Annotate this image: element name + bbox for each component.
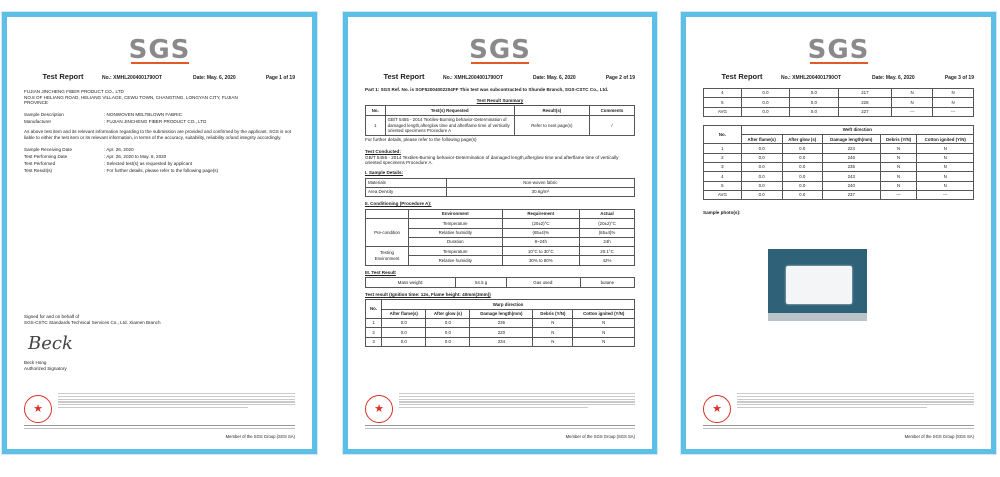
table-cell: 0.0: [741, 172, 782, 181]
signed-line: SGS-CSTC Standards Technical Services Co., Ltd. Xiamen Branch: [24, 319, 161, 325]
signatory-name: Beck Hong: [24, 359, 47, 365]
member-note: Member of the SGS Group (SGS SA): [225, 434, 295, 439]
table-header: Cotton ignited (Y/N): [573, 309, 635, 318]
summary-table: [365, 105, 635, 136]
page-footer: [365, 391, 635, 439]
table-cell: 237: [822, 190, 880, 199]
table-cell: Duration: [409, 237, 503, 246]
address-line: [703, 425, 974, 431]
report-page-3: [681, 12, 996, 454]
table-cell: 220: [470, 328, 533, 337]
table-header: Damage length(mm): [822, 135, 880, 144]
field-label: Sample Description: [24, 112, 64, 118]
table-cell: 0.0: [741, 144, 782, 153]
sample-details-table: [365, 178, 635, 198]
signature-block: [24, 314, 295, 371]
table-cell: ---: [917, 190, 974, 199]
table-row: [366, 328, 635, 337]
page-footer: [703, 391, 974, 439]
table-cell: N: [917, 144, 974, 153]
table-header: Debris (Y/N): [880, 135, 917, 144]
warp-result-table-continued: [703, 88, 974, 117]
table-header: Environment: [409, 210, 503, 219]
applicant-line: PROVINCE: [24, 100, 48, 106]
table-cell: 224: [822, 144, 880, 153]
red-seal-stamp: ★: [365, 395, 393, 423]
table-cell: butane: [580, 278, 634, 287]
table-header: Damage length(mm): [470, 309, 533, 318]
table-row: [704, 190, 974, 199]
report-number: No.: XMHL2004001790OT: [781, 75, 842, 81]
table-cell: Relative humidity: [409, 256, 503, 265]
table-cell: N: [917, 162, 974, 171]
table-cell: 217: [838, 89, 892, 98]
table-row: [366, 115, 635, 135]
summary-title: Test Result Summary: [476, 97, 524, 103]
table-cell: 236: [470, 319, 533, 328]
table-cell: (65±4)%: [502, 228, 579, 237]
table-cell: 1: [366, 319, 382, 328]
table-cell: 0.0: [382, 319, 426, 328]
table-cell: N: [933, 98, 974, 107]
warp-result-table: [365, 299, 635, 346]
table-cell: ---: [892, 107, 933, 116]
conditioning-table: [365, 209, 635, 266]
table-cell: 42%: [580, 256, 635, 265]
table-cell: 0.0: [382, 328, 426, 337]
table-cell: Materials: [366, 178, 447, 187]
field-label: Manufacturer: [24, 119, 52, 125]
table-row: [366, 278, 635, 287]
table-cell: N: [880, 162, 917, 171]
summary-note: For further details, please refer to the following page(s): [365, 137, 477, 143]
signatory-title: Authorized Signatory: [24, 365, 67, 371]
report-title: Test Report: [721, 72, 763, 81]
table-row: [366, 187, 635, 196]
table-cell: 0.0: [741, 153, 782, 162]
section-title: II. Conditioning (Procedure A):: [365, 201, 432, 207]
table-cell: N: [917, 153, 974, 162]
disclaimer-text: As above test item and its relevant information regarding to the submission are provided and confirmed by the applicant. SGS is not liable to either the test item or its relevant information, in terms of the accuracy, suitability, reliability or/and integrity accordingly.: [24, 129, 292, 140]
table-row: [366, 247, 635, 256]
field-value: : FUJIAN JINCHENG FIBER PRODUCT CO., LTD: [104, 119, 207, 125]
table-cell: 240: [822, 181, 880, 190]
table-header: No.: [704, 125, 742, 144]
table-cell: 235: [822, 162, 880, 171]
table-header: Weft direction: [741, 125, 973, 134]
mass-gas-table: [365, 277, 635, 287]
table-header: [366, 210, 409, 219]
table-header: Comments: [589, 106, 634, 115]
table-row: [704, 89, 974, 98]
table-cell: N: [880, 144, 917, 153]
table-cell: 243: [822, 172, 880, 181]
table-cell: Testing Environment: [366, 247, 409, 266]
table-cell: 0.0: [782, 172, 822, 181]
table-cell: 227: [838, 107, 892, 116]
field-value: : Selected test(s) as requested by applicant: [104, 161, 193, 167]
table-header: After flame(s): [741, 135, 782, 144]
address-line: [24, 425, 295, 431]
table-cell: 5: [704, 181, 742, 190]
report-number: No.: XMHL2004001790OT: [102, 75, 163, 81]
table-cell: N: [533, 319, 573, 328]
table-row: [366, 178, 635, 187]
table-cell: 2: [704, 153, 742, 162]
table-row: [704, 162, 974, 171]
table-cell: AVG: [704, 190, 742, 199]
table-cell: N: [892, 98, 933, 107]
table-cell: 0.0: [426, 328, 470, 337]
table-header: No.: [366, 300, 382, 319]
part-note: Part 1: SGS Ref. No. is SOF52004002204FF This test was subcontracted to Shunde Branch, SGS-CSTC Co., Ltd.: [365, 87, 609, 92]
field-label: Test Performed: [24, 161, 56, 167]
table-cell: 24h: [580, 237, 635, 246]
table-cell: Area Density: [366, 187, 447, 196]
table-header: Requirement: [502, 210, 579, 219]
table-cell: N: [917, 181, 974, 190]
table-cell: 0.0: [782, 181, 822, 190]
sgs-logo: SGS: [128, 35, 191, 65]
section-title: III. Test Result: [365, 269, 396, 275]
table-header: After glow (s): [426, 309, 470, 318]
table-cell: 0.0: [741, 107, 789, 116]
table-cell: Refer to next page(s): [514, 115, 589, 135]
report-date: Date: May. 6, 2020: [533, 75, 576, 81]
table-cell: /: [589, 115, 634, 135]
table-row: [704, 107, 974, 116]
table-row: [366, 337, 635, 346]
table-header: Actual: [580, 210, 635, 219]
section-title: I. Sample Details:: [365, 169, 404, 175]
table-cell: N: [573, 337, 635, 346]
table-cell: 4: [704, 89, 742, 98]
table-cell: (65±4)%: [580, 228, 635, 237]
sgs-logo: SGS: [807, 35, 870, 65]
photo-label: Sample photo(s):: [703, 210, 741, 216]
report-page-2: [343, 12, 657, 454]
table-cell: N: [533, 337, 573, 346]
page-number: Page 2 of 19: [605, 75, 635, 81]
field-label: Test Performing Date: [24, 153, 68, 159]
table-cell: AVG: [704, 107, 742, 116]
table-cell: N: [880, 153, 917, 162]
table-cell: 2: [366, 328, 382, 337]
table-cell: 0.0: [741, 98, 789, 107]
handwritten-signature: Beck: [28, 333, 73, 355]
table-row: [704, 153, 974, 162]
table-cell: 1: [366, 115, 386, 135]
table-header: After glow (s): [782, 135, 822, 144]
table-cell: Relative humidity: [409, 228, 503, 237]
sgs-logo: SGS: [469, 35, 531, 65]
table-cell: 30.6g/m²: [446, 187, 634, 196]
table-header: After flame(s): [382, 309, 426, 318]
table-cell: N: [573, 328, 635, 337]
report-date: Date: May. 6, 2020: [872, 75, 915, 81]
table-cell: 0.0: [782, 190, 822, 199]
table-cell: 228: [838, 98, 892, 107]
table-header: Warp direction: [382, 300, 635, 309]
table-cell: 0.0: [426, 337, 470, 346]
fine-print: [737, 393, 974, 410]
table-cell: N: [880, 172, 917, 181]
sample-photo: [768, 249, 867, 321]
table-cell: 0.0: [790, 98, 838, 107]
table-cell: 246: [822, 153, 880, 162]
table-cell: N: [917, 172, 974, 181]
section-title: Test result (Ignition time: 12s, Flame height: 40mm(3mm)): [365, 291, 491, 297]
table-header: Cotton ignited (Y/N): [917, 135, 974, 144]
table-row: [366, 219, 635, 228]
report-header: [365, 72, 635, 81]
page-footer: [24, 391, 295, 439]
report-number: No.: XMHL2004001790OT: [443, 75, 504, 81]
table-cell: 0.0: [782, 153, 822, 162]
table-cell: 20.1°C: [580, 247, 635, 256]
table-row: [704, 172, 974, 181]
table-cell: 3: [704, 162, 742, 171]
table-header: Result(s): [514, 106, 589, 115]
fine-print: [58, 393, 295, 410]
table-cell: 0.0: [426, 319, 470, 328]
report-header: [24, 72, 295, 81]
conducted-text: GB/T 5455 - 2014 Textiles-Burning behavior-Determination of damaged length,afterglow time and afterflame time of vertically oriented specimens Procedure A.: [365, 154, 619, 166]
report-title: Test Report: [42, 72, 84, 81]
table-cell: GB/T 5455 - 2014 Textiles-Burning behavior-Determination of damaged length,afterglow time and afterflame time of vertically oriented specimens Procedure A: [385, 115, 514, 135]
table-cell: Non-woven fabric: [446, 178, 634, 187]
table-cell: ---: [933, 107, 974, 116]
field-label: Test Result(s): [24, 168, 53, 174]
fabric-sample: [786, 266, 852, 304]
report-title: Test Report: [383, 72, 425, 81]
table-cell: 0.0: [790, 107, 838, 116]
weft-result-table: [703, 125, 974, 200]
member-note: Member of the SGS Group (SGS SA): [565, 434, 635, 439]
section-title: Test Conducted:: [365, 148, 401, 154]
table-cell: Mass weight:: [366, 278, 456, 287]
field-value: : For further details, please refer to the following page(s): [104, 168, 219, 174]
table-cell: (20±2)°C: [502, 219, 579, 228]
table-cell: Temperature: [409, 247, 503, 256]
member-note: Member of the SGS Group (SGS SA): [904, 434, 974, 439]
table-cell: ---: [880, 190, 917, 199]
table-header: Debris (Y/N): [533, 309, 573, 318]
table-cell: N: [533, 328, 573, 337]
table-cell: 1: [704, 144, 742, 153]
table-cell: 4: [704, 172, 742, 181]
field-label: Sample Receiving Date: [24, 146, 73, 152]
table-cell: 0.0: [741, 89, 789, 98]
table-cell: 5: [704, 98, 742, 107]
table-cell: Temperature: [409, 219, 503, 228]
table-row: [704, 144, 974, 153]
table-cell: N: [933, 89, 974, 98]
table-cell: 0.0: [382, 337, 426, 346]
table-header: No.: [366, 106, 386, 115]
table-cell: Gas used:: [506, 278, 580, 287]
signed-line: Signed for and on behalf of: [24, 314, 80, 319]
table-cell: 234: [470, 337, 533, 346]
table-cell: 0.0: [782, 162, 822, 171]
table-cell: 54.5 g: [456, 278, 507, 287]
address-line: [365, 425, 635, 431]
table-cell: 8~24h: [502, 237, 579, 246]
table-cell: 0.0: [790, 89, 838, 98]
table-cell: 0.0: [741, 162, 782, 171]
applicant-line: FUJIAN JINCHENG FIBER PRODUCT CO., LTD: [24, 89, 124, 94]
table-cell: 0.0: [741, 190, 782, 199]
table-row: [704, 98, 974, 107]
table-cell: N: [892, 89, 933, 98]
table-row: [366, 319, 635, 328]
table-cell: 0.0: [782, 144, 822, 153]
field-value: : Apr. 26, 2020 to May. 6, 2020: [104, 153, 167, 159]
red-seal-stamp: ★: [703, 395, 731, 423]
applicant-line: NO.8 OF HELIANG ROAD, HELIANG VILLAGE, CEWU TOWN, CHANGTING, LONGYAN CITY, FUJIAN: [24, 94, 238, 100]
report-page-1: [2, 12, 317, 454]
table-cell: 0.0: [741, 181, 782, 190]
report-header: [703, 72, 974, 81]
report-date: Date: May. 6, 2020: [193, 75, 236, 81]
ruler: [768, 313, 867, 321]
table-header: Test(s) Requested: [385, 106, 514, 115]
table-cell: 10°C to 30°C: [502, 247, 579, 256]
table-cell: 3: [366, 337, 382, 346]
page-number: Page 3 of 19: [944, 75, 974, 81]
table-cell: 30% to 80%: [502, 256, 579, 265]
table-cell: N: [880, 181, 917, 190]
field-value: : Apr. 26, 2020: [104, 146, 134, 152]
red-seal-stamp: ★: [24, 395, 52, 423]
fine-print: [399, 393, 635, 410]
field-value: : NONWOVEN MELTBLOWN FABRIC: [104, 112, 183, 118]
table-cell: N: [573, 319, 635, 328]
table-cell: (20±2)°C: [580, 219, 635, 228]
table-cell: Pre-condition: [366, 219, 409, 247]
page-number: Page 1 of 19: [265, 75, 295, 81]
table-row: [704, 181, 974, 190]
